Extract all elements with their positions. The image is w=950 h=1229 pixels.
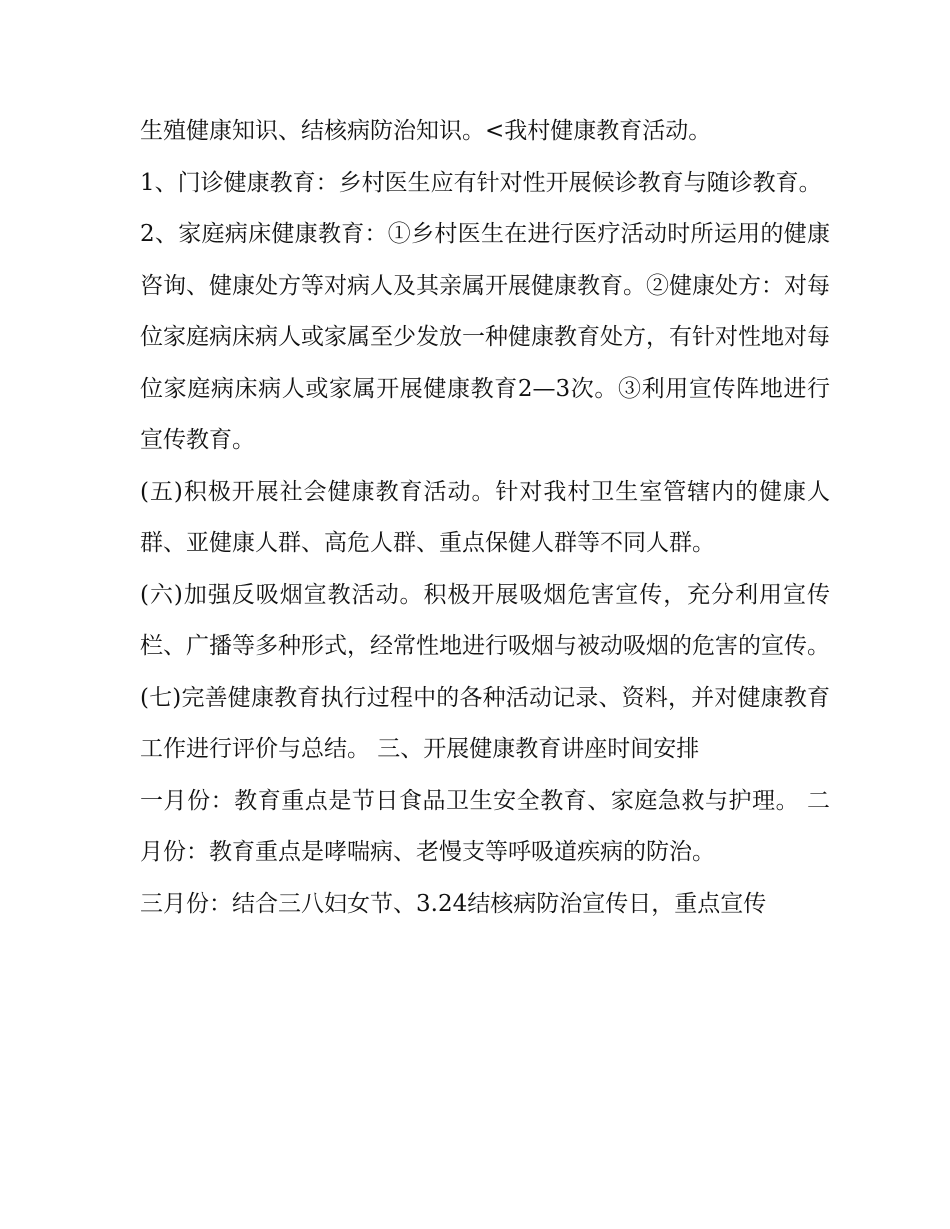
paragraph-social-health-education: (五)积极开展社会健康教育活动。针对我村卫生室管辖内的健康人群、亚健康人群、高危人群、重点保健人群等不同人群。 (140, 478, 830, 556)
paragraph-records-evaluation: (七)完善健康教育执行过程中的各种活动记录、资料，并对健康教育工作进行评价与总结。 三、开展健康教育讲座时间安排 (140, 684, 830, 762)
paragraph-jan-feb-schedule: 一月份：教育重点是节日食品卫生安全教育、家庭急救与护理。 二月份：教育重点是哮喘病、老慢支等呼吸道疾病的防治。 (140, 787, 830, 865)
paragraph-march-schedule: 三月份：结合三八妇女节、3.24结核病防治宣传日，重点宣传 (140, 890, 767, 917)
paragraph-anti-smoking: (六)加强反吸烟宣教活动。积极开展吸烟危害宣传，充分利用宣传栏、广播等多种形式，经常性地进行吸烟与被动吸烟的危害的宣传。 (140, 581, 830, 659)
paragraph-home-bed-education: 2、家庭病床健康教育：①乡村医生在进行医疗活动时所运用的健康咨询、健康处方等对病人及其亲属开展健康教育。②健康处方：对每位家庭病床病人或家属至少发放一种健康教育处方，有针对性地对每位家庭病床病人或家属开展健康教育2—3次。③利用宣传阵地进行宣传教育。 (140, 221, 830, 453)
document-body (140, 106, 830, 930)
paragraph-outpatient-education: 1、门诊健康教育：乡村医生应有针对性开展候诊教育与随诊教育。 (140, 169, 822, 196)
paragraph-reproductive-health: 生殖健康知识、结核病防治知识。<我村健康教育活动。 (140, 118, 712, 144)
